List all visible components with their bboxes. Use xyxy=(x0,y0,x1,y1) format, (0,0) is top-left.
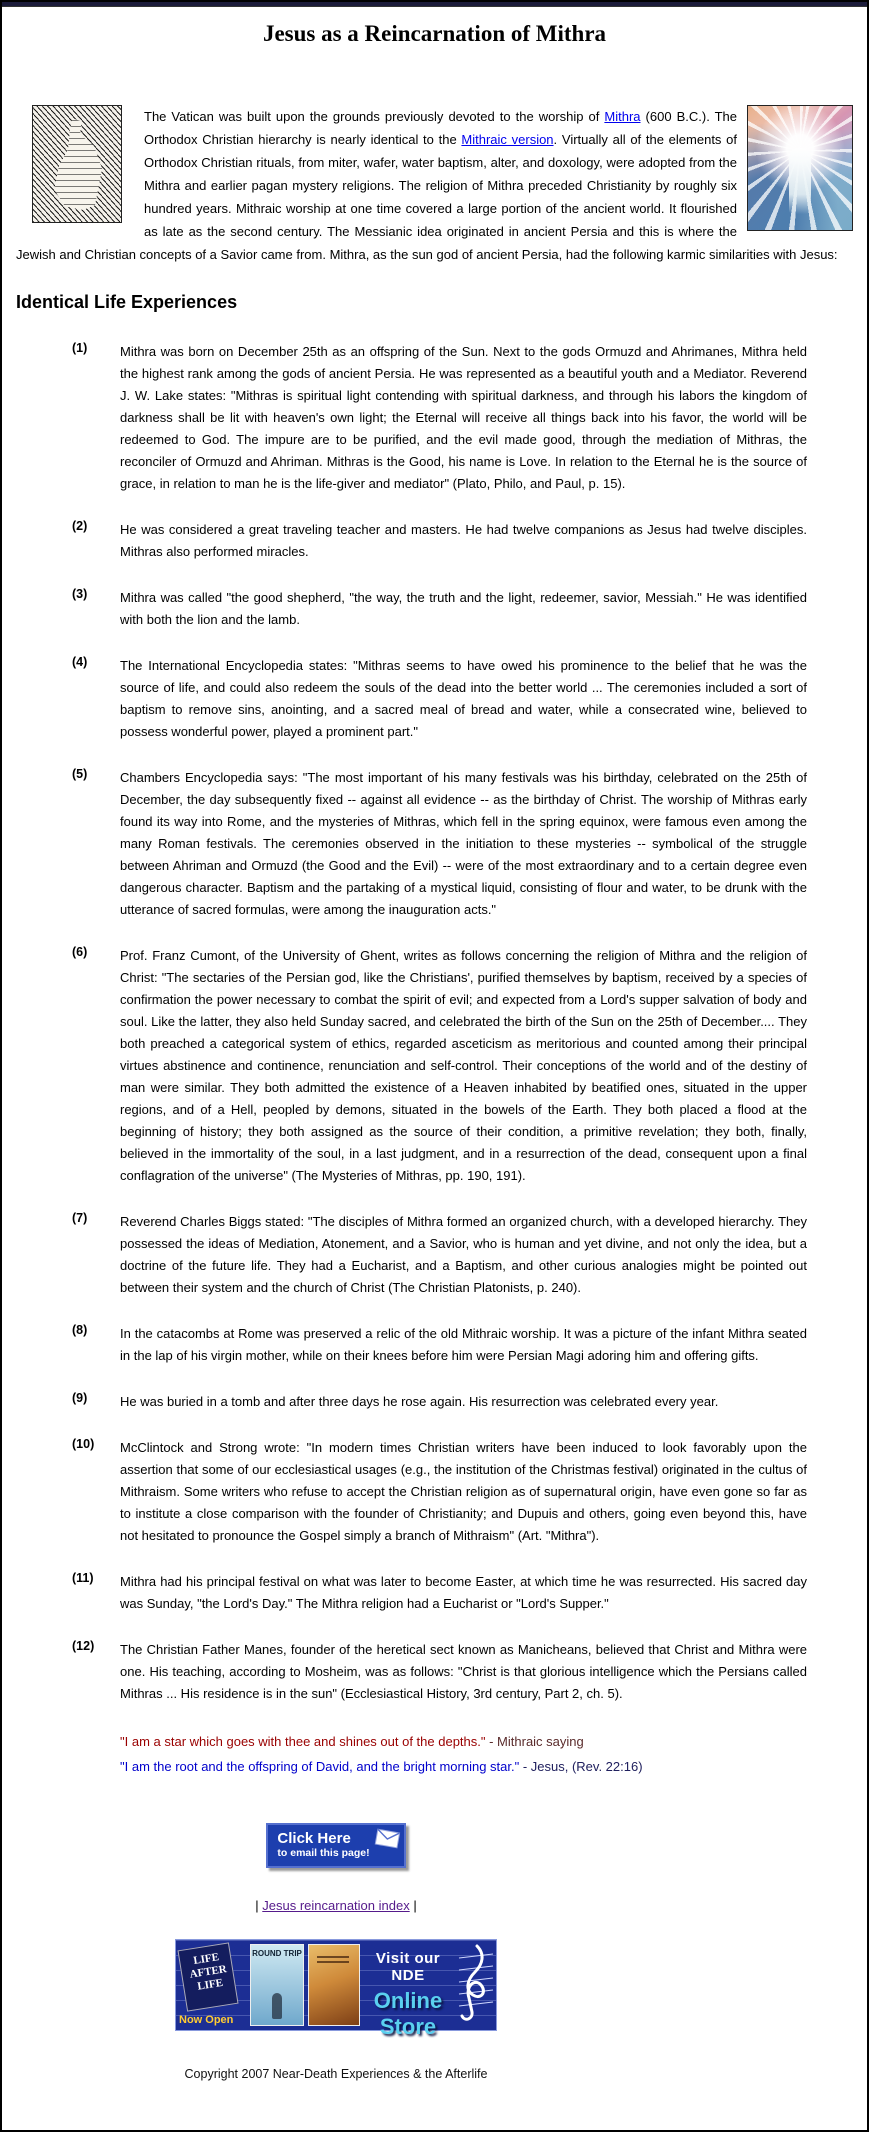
banner-text xyxy=(362,1940,454,2039)
item-number: (12) xyxy=(72,1639,95,1653)
item-number: (9) xyxy=(72,1391,88,1405)
item-text: Chambers Encyclopedia says: "The most important of his many festivals was his birthday, celebrated on the 25th of December, the day subsequently fixed -- against all evidence -- as the birthday of Christ. The worship of Mithras early found its way into Rome, and the mysteries of Mithras, which fell in the spring equinox, were famous even among the many Roman festivals. The ceremonies observed in the initiation to these mysteries -- symbolical of the struggle between Ahriman and Ormuzd (the Good and the Evil) -- were of the most extraordinary and to a certain degree even dangerous character. Baptism and the partaking of a mystical liquid, consisting of flour and water, to be drunk with the utterance of sacred formulas, were among the inauguration acts." xyxy=(120,770,807,917)
item-text: Mithra was called "the good shepherd, "the way, the truth and the light, redeemer, savior, Messiah." He was identified with both the lion and the lamb. xyxy=(120,590,807,627)
mithra-link[interactable]: Mithra xyxy=(604,109,641,124)
item-number: (8) xyxy=(72,1323,88,1337)
now-open-label: Now Open xyxy=(179,2014,234,2026)
jesus-quote xyxy=(120,1754,853,1779)
nav-pipe: | xyxy=(409,1898,417,1913)
item-text: He was considered a great traveling teacher and masters. He had twelve companions as Jesus had twelve disciples. Mithras also performed miracles. xyxy=(120,522,807,559)
item-number: (4) xyxy=(72,655,88,669)
item-text: He was buried in a tomb and after three days he rose again. His resurrection was celebrated every year. xyxy=(120,1394,719,1409)
mithraic-version-link[interactable]: Mithraic version xyxy=(461,132,554,147)
quote-attribution: - Jesus, (Rev. 22:16) xyxy=(519,1759,643,1774)
quote-attribution: - Mithraic saying xyxy=(485,1734,584,1749)
list-item xyxy=(72,1571,807,1615)
list-item xyxy=(72,587,807,631)
bottom-block xyxy=(16,1823,656,2081)
item-number: (11) xyxy=(72,1571,94,1585)
mithra-woodcut-image xyxy=(32,105,122,223)
list-item xyxy=(72,341,807,495)
item-number: (1) xyxy=(72,341,88,355)
intro-text: The Vatican was built upon the grounds previously devoted to the worship of xyxy=(144,109,605,124)
item-text: Mithra had his principal festival on what was later to become Easter, at which time he was resurrected. His sacred day was Sunday, "the Lord's Day." The Mithra religion had a Eucharist or "Lord's Supper." xyxy=(120,1574,807,1611)
angel-figure xyxy=(789,148,811,214)
item-number: (7) xyxy=(72,1211,88,1225)
item-text: McClintock and Strong wrote: "In modern times Christian writers have been induced to look favorably upon the assertion that some of our ecclesiastical usages (e.g., the institution of the Christmas festival) originated in the cultus of Mithraism. Some writers who refuse to accept the Christian religion as of supernatural origin, have even gone so far as to institute a close comparison with the founder of Christianity; and Dupuis and others, going even beyond this, have not hesitated to pronounce the Gospel simply a branch of Mithraism" (Art. "Mithra"). xyxy=(120,1440,807,1543)
quotes-block xyxy=(120,1729,853,1779)
bottom-spacer xyxy=(16,2081,853,2121)
email-page-button[interactable] xyxy=(266,1823,405,1868)
round-trip-title: ROUND TRIP xyxy=(252,1949,302,1958)
list-item xyxy=(72,945,807,1187)
item-number: (10) xyxy=(72,1437,95,1451)
item-text: The Christian Father Manes, founder of the heretical sect known as Manicheans, believed that Christ and Mithra were one. His teaching, according to Mosheim, was as follows: "Christ is that glorious intelligence which the Persians called Mithras ... His residence is in the sun" (Ecclesiastical History, 3rd century, Part 2, ch. 5). xyxy=(120,1642,807,1701)
book-figure-silhouette xyxy=(272,1993,282,2019)
list-item xyxy=(72,1437,807,1547)
list-item xyxy=(72,1211,807,1299)
window-top-strip xyxy=(2,2,867,7)
section-heading: Identical Life Experiences xyxy=(16,292,238,312)
treble-clef-icon xyxy=(454,1940,496,2030)
mithraic-quote xyxy=(120,1729,853,1754)
nde-store-banner[interactable] xyxy=(175,1939,497,2039)
email-button-line1: Click Here xyxy=(277,1830,351,1847)
quote-text: "I am the root and the offspring of David, and the bright morning star." xyxy=(120,1759,520,1774)
item-text: Reverend Charles Biggs stated: "The disciples of Mithra formed an organized church, with a developed hierarchy. They possessed the ideas of Mediation, Atonement, and a Savior, who is human and yet divine, and not only the idea, but a doctrine of the future life. They had a Eucharist, and a Baptism, and other curious analogies might be pointed out between their system and the church of Christ (The Christian Platonists, p. 240). xyxy=(120,1214,807,1295)
intro-text: (600 B.C.). The Orthodox Christian hierarchy is nearly identical to the xyxy=(144,109,737,147)
banner-line2: Online Store xyxy=(373,1988,443,2039)
item-text: The International Encyclopedia states: "Mithras seems to have owed his prominence to the belief that he was the source of life, and could also redeem the souls of the dead into the better world ... The ceremonies included a sort of baptism to remove sins, anointing, and a sacred meal of bread and water, while a consecrated wine, believed to possess wonderful power, played a prominent part." xyxy=(120,658,807,739)
radiant-angel-image xyxy=(747,105,853,231)
quote-text: "I am a star which goes with thee and shines out of the depths." xyxy=(120,1734,486,1749)
woodcut-hatching xyxy=(47,118,107,210)
item-text: In the catacombs at Rome was preserved a relic of the old Mithraic worship. It was a picture of the infant Mithra seated in the lap of his virgin mother, while on their knees before him were Persian Magi adoring him and offering gifts. xyxy=(120,1326,807,1363)
copyright-text: Copyright 2007 Near-Death Experiences & the Afterlife xyxy=(184,2067,488,2081)
item-text: Mithra was born on December 25th as an offspring of the Sun. Next to the gods Ormuzd and Ahrimanes, Mithra held the highest rank among the gods of ancient Persia. He was represented as a beautiful youth and a Mediator. Reverend J. W. Lake states: "Mithras is spiritual light contending with spiritual darkness, and through his labors the kingdom of darkness shall be lit with heaven's own light; the Eternal will receive all things back into his favor, the world will be redeemed to God. The impure are to be purified, and the evil made good, through the mediation of Mithras, the reconciler of Ormuzd and Ahriman. Mithras is the Good, his name is Love. In relation to the Eternal he is the source of grace, in relation to man he is the life-giver and mediator" (Plato, Philo, and Paul, p. 15). xyxy=(120,344,807,491)
life-after-life-book: LIFE AFTER LIFE xyxy=(177,1942,238,2011)
index-nav xyxy=(16,1898,656,1913)
banner-book1-area xyxy=(176,1940,248,2030)
list-item xyxy=(72,1391,807,1413)
intro-paragraph xyxy=(16,105,853,266)
list-item xyxy=(72,1323,807,1367)
list-item xyxy=(72,1639,807,1705)
list-item xyxy=(72,655,807,743)
list-item xyxy=(72,519,807,563)
nav-pipe: | xyxy=(255,1898,263,1913)
item-number: (2) xyxy=(72,519,88,533)
email-button-line2: to email this page! xyxy=(277,1847,370,1859)
item-number: (6) xyxy=(72,945,88,959)
life-experiences-list xyxy=(16,341,853,1705)
item-text: Prof. Franz Cumont, of the University of Ghent, writes as follows concerning the religion of Mithra and the religion of Christ: "The sectaries of the Persian god, like the Christians', purified themselves by baptism, received by a species of confirmation the power necessary to combat the spirit of evil; and expected from a Lord's supper salvation of body and soul. Like the latter, they also held Sunday sacred, and celebrated the birth of the Sun on the 25th of December.... They both preached a categorical system of ethics, regarded asceticism as meritorious and counted among their principal virtues abstinence and continence, renunciation and self-control. Their conceptions of the world and of the destiny of man were similar. They both admitted the existence of a Heaven inhabited by beatified ones, situated in the upper regions, and of a Hell, peopled by demons, situated in the bowels of the Earth. They both placed a flood at the beginning of history; they both assigned as the source of their condition, a primitive revelation; they both, finally, believed in the immortality of the soul, in a last judgment, and in a resurrection of the dead, consequent upon a final conflagration of the universe" (The Mysteries of Mithras, pp. 190, 191). xyxy=(120,948,807,1183)
item-number: (3) xyxy=(72,587,88,601)
third-book-cover xyxy=(308,1944,360,2026)
book-title-scribble xyxy=(317,1953,349,1963)
intro-text: . Virtually all of the elements of Orthodox Christian rituals, from miter, wafer, water baptism, alter, and doxology, were adopted from the Mithra and earlier pagan mystery religions. The religion of Mithra preceded Christianity by roughly six hundred years. Mithraic worship at one time covered a large portion of the ancient world. It flourished as late as the second century. The Messianic idea originated in ancient Persia and this is where the Jewish and Christian concepts of a Savior came from. Mithra, as the sun god of ancient Persia, had the following karmic similarities with Jesus: xyxy=(16,132,838,262)
item-number: (5) xyxy=(72,767,88,781)
round-trip-book xyxy=(250,1944,304,2026)
list-item xyxy=(72,767,807,921)
banner-line1: Visit our NDE xyxy=(375,1950,441,1984)
page-title: Jesus as a Reincarnation of Mithra xyxy=(262,21,607,46)
jesus-reincarnation-index-link[interactable]: Jesus reincarnation index xyxy=(262,1898,410,1913)
envelope-icon xyxy=(373,1828,400,1854)
